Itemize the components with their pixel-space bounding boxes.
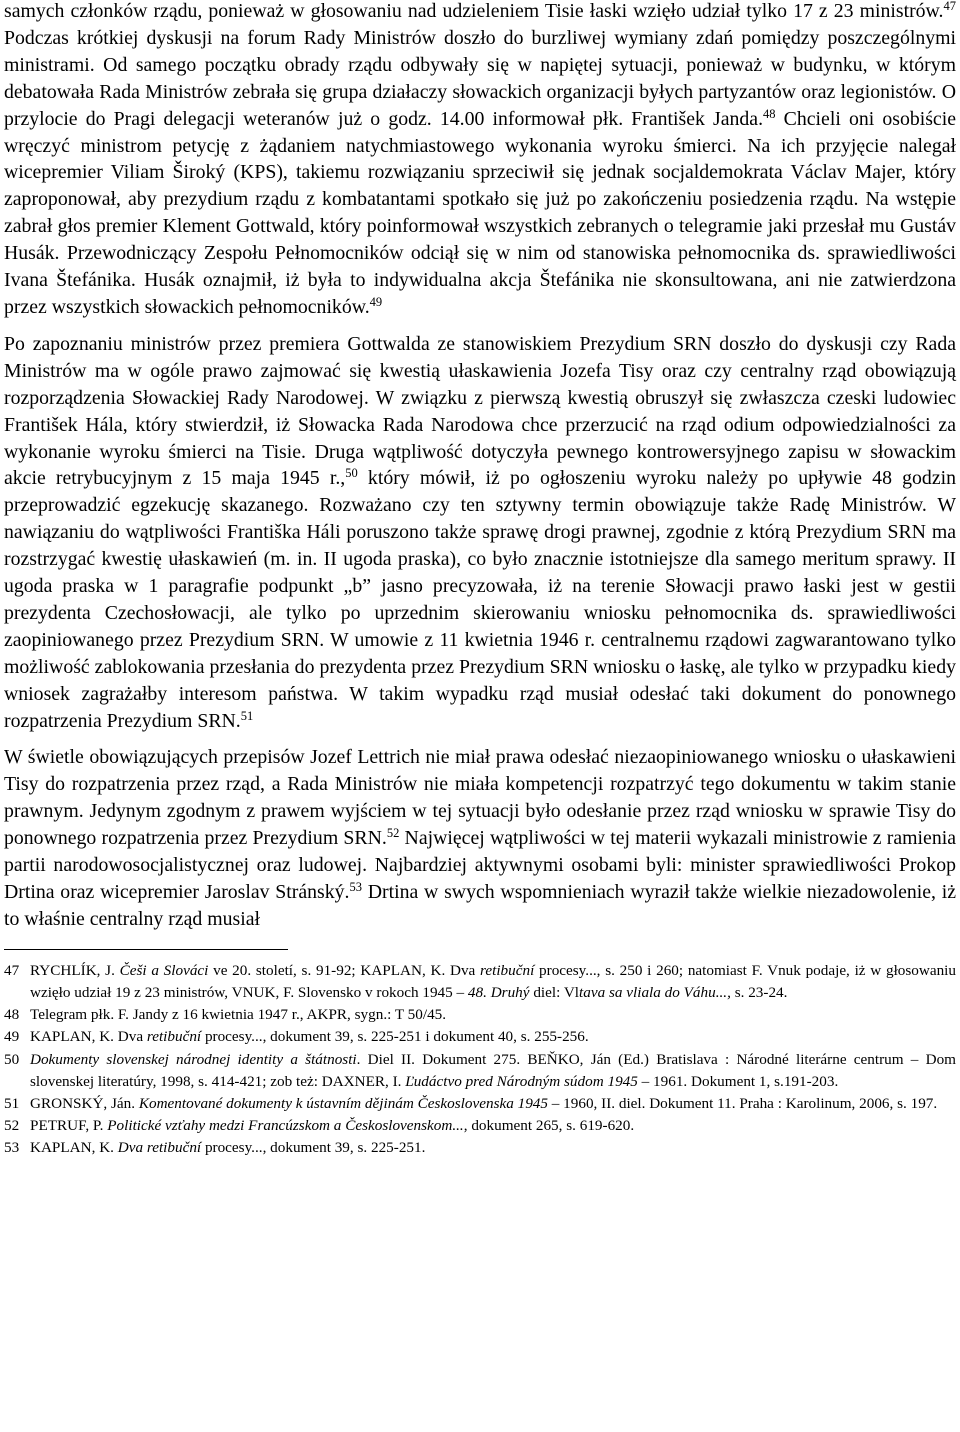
text-run: KAPLAN, K. [30,1139,118,1157]
italic-title: retibuční [480,961,535,979]
text-run: , dokument 265, s. 619-620. [463,1117,635,1135]
footnote-reference: 51 [240,708,254,723]
text-run: Drtina w swych wspomnieniach wyraził także wielkie niezadowolenie, iż to właśnie centralny rząd musiał [4,881,956,930]
footnote-number: 53 [4,1139,20,1157]
footnote-number: 52 [4,1117,20,1135]
footnote-number: 48 [4,1006,20,1024]
italic-title: retibuční [146,1028,202,1046]
footnote-reference: 52 [386,826,400,841]
text-run: PETRUF, P. [30,1117,108,1135]
text-run: GRONSKÝ, Ján. [30,1095,139,1113]
footnote-reference: 49 [369,294,383,309]
text-run: procesy..., s. 250 i 260; natomiast F. Vnuk podaje, iż w głosowaniu wzięło udział 19 z 23 ministrów, VNUK, F. Slovensko v rokoch 1945 – [30,961,957,1002]
text-run: s. 23-24. [730,984,788,1002]
text-run: samych członków rządu, ponieważ w głosowaniu nad udzieleniem Tisie łaski wzięło udział tylko 17 z 23 ministrów. [4,0,944,22]
footnotes [4,960,956,1160]
text-run: procesy..., dokument 39, s. 225-251. [201,1139,426,1157]
text-run: Podczas krótkiej dyskusji na forum Rady Ministrów doszło do burzliwej wymiany zdań pomiędzy poszczególnymi ministrami. Od samego początku obrady rządu odbywały się w napiętej sytuacji, ponieważ w budynku, w którym debatowała Rada Ministrów zebrała się grupa działaczy słowackich organizacji byłych partyzantów oraz legionistów. O przylocie do Pragi delegacji weteranów już o godz. 14.00 informował płk. František Janda. [4,26,956,130]
text-run: . Diel II. Dokument 275. BEŇKO, Ján (Ed.) Bratislava : Národné literárne centrum – Dom slovenskej literatúry, 1998, s. 414-421; zob też: DAXNER, I. [30,1050,956,1090]
footnote-50 [4,1049,956,1093]
italic-title: tava sa vliala do Váhu..., [579,984,731,1002]
footnote-number: 50 [4,1050,20,1068]
text-run: Po zapoznaniu ministrów przez premiera Gottwalda ze stanowiskiem Prezydium SRN doszło do dyskusji czy Rada Ministrów ma w ogóle prawo zajmować się kwestią ułaskawienia Jozefa Tisy oraz czy centralny rząd obowiązują rozporządzenia Słowackiej Rady Narodowej. W związku z pierwszą kwestią obruszył się zwłaszcza czeski ludowiec František Hála, który stwierdził, iż Słowacka Rada Narodowa chce przerzucić na rząd odium odpowiedzialności za wykonanie wyroku śmierci na Tisie. Druga wątpliwość dotyczyła pewnego kontrowersyjnego zapisu w słowackim akcie retrybucyjnym z 15 maja 1945 r., [4,332,956,490]
text-run: diel: Vl [529,984,580,1002]
text-run: W świetle obowiązujących przepisów Jozef Lettrich nie miał prawa odesłać niezaopiniowanego wniosku o ułaskawieni Tisy do rozpatrzenia przez rząd, a Rada Ministrów nie miała kompetencji rozpatrzyć tego dokumentu w takim stanie prawnym. Jedynym zgodnym z prawem wyjściem w tej sytuacji było odesłanie przez rząd wniosku w sprawie Tisy do ponownego rozpatrzenia przez Prezydium SRN. [4,746,956,850]
footnote-reference: 53 [349,880,362,894]
footnote-47 [4,960,956,1004]
text-run: – 1960, II. diel. Dokument 11. Praha : Karolinum, 2006, s. 197. [547,1095,938,1113]
text-run: – 1961. Dokument 1, s.191-203. [637,1072,839,1090]
body-text [4,0,956,933]
text-run: Najwięcej wątpliwości w tej materii wykazali ministrowie z ramienia partii narodowosocjalistycznej oraz ludowej. Najbardziej aktywnymi osobami byli: minister sprawiedliwości Prokop Drtina oraz wicepremier Jaroslav Stránský. [4,827,956,903]
text-run: procesy..., dokument 39, s. 225-251 i dokument 40, s. 255-256. [201,1028,589,1046]
paragraph [4,0,956,321]
footnote-number: 51 [4,1095,20,1113]
footnote-text [30,1004,956,1026]
footnote-text [30,1137,956,1159]
italic-title: Ľudáctvo pred Národným súdom 1945 [405,1072,638,1090]
text-run: RYCHLÍK, J. [30,961,120,979]
text-run: Telegram płk. F. Jandy z 16 kwietnia 1947 r., AKPR, sygn.: T 50/45. [30,1006,447,1024]
text-run: Chcieli oni osobiście wręczyć ministrom petycję z żądaniem natychmiastowego wykonania wyroku śmierci. Na ich przyjęcie nalegał wicepremier Viliam Široký (KPS), takiemu rozwiązaniu sprzeciwił się jednak socjaldemokrata Václav Majer, który zaproponował, aby prezydium rządu z kombatantami spotkało się już po zakończeniu posiedzenia rządu. Na wstępie zabrał głos premier Klement Gottwald, który poinformował wszystkich zebranych o telegramie jaki przesłał mu Gustáv Husák. Przewodniczący Zespołu Pełnomocników odciął się w nim od stanowiska pełnomocnika ds. sprawiedliwości Ivana Štefánika. Husák oznajmił, iż była to indywidualna akcja Štefánika nie skonsultowana, ani nie zatwierdzona przez wszystkich słowackich pełnomocników. [4,107,956,318]
footnote-number: 49 [4,1028,20,1046]
text-run: ve 20. století, s. 91-92; KAPLAN, K. Dva [208,961,481,979]
footnote-separator [4,949,288,950]
italic-title: Dva retibuční [117,1139,202,1157]
paragraph [4,744,956,932]
footnote-reference: 48 [763,106,776,121]
footnote-text [30,1049,956,1093]
italic-title: Dokumenty slovenskej národnej identity a štátnosti [30,1050,357,1068]
footnote-text [30,1026,956,1048]
italic-title: Politické vzťahy medzi Francúzskom a Československom... [107,1117,464,1135]
paragraph [4,331,956,735]
italic-title: Češi a Slováci [119,961,209,979]
footnote-53 [4,1137,956,1159]
footnote-51 [4,1093,956,1115]
footnote-48 [4,1004,956,1026]
footnote-number: 47 [4,961,20,979]
footnote-reference: 47 [943,0,956,13]
footnote-text [30,960,956,1004]
footnote-reference: 50 [345,466,358,481]
footnote-52 [4,1115,956,1137]
footnote-text [30,1093,956,1115]
text-run: KAPLAN, K. Dva [30,1028,147,1046]
footnote-49 [4,1026,956,1048]
footnote-text [30,1115,956,1137]
text-run: który mówił, iż po ogłoszeniu wyroku należy po upływie 48 godzin przeprowadzić egzekucję skazanego. Rozważano czy ten sztywny termin obowiązuje także Radę Ministrów. W nawiązaniu do wątpliwości Františka Háli poruszono także sprawę drogi prawnej, zgodnie z którą Prezydium SRN ma rozstrzygać kwestię ułaskawień (m. in. II ugoda praska), co było znacznie istotniejsze dla samego meritum sprawy. II ugoda praska w 1 paragrafie podpunkt „b” jasno precyzowała, iż na terenie Słowacji prawo łaski jest w gestii prezydenta Czechosłowacji, ale tylko po uprzednim skierowaniu wniosku pełnomocnika ds. sprawiedliwości zaopiniowanego przez Prezydium SRN. W umowie z 11 kwietnia 1946 r. centralnemu rządowi zagwarantowano tylko możliwość zablokowania przesłania do prezydenta przez Prezydium SRN wniosku o łaskę, ale tylko w przypadku kiedy wniosek zagrażałby interesom państwa. W takim wypadku rząd musiał odesłać taki dokument do ponownego rozpatrzenia Prezydium SRN. [4,467,956,732]
italic-title: Komentované dokumenty k ústavním dějinám Československa 1945 [138,1095,548,1113]
italic-title: 48. Druhý [467,984,530,1002]
document-page [4,0,956,1160]
